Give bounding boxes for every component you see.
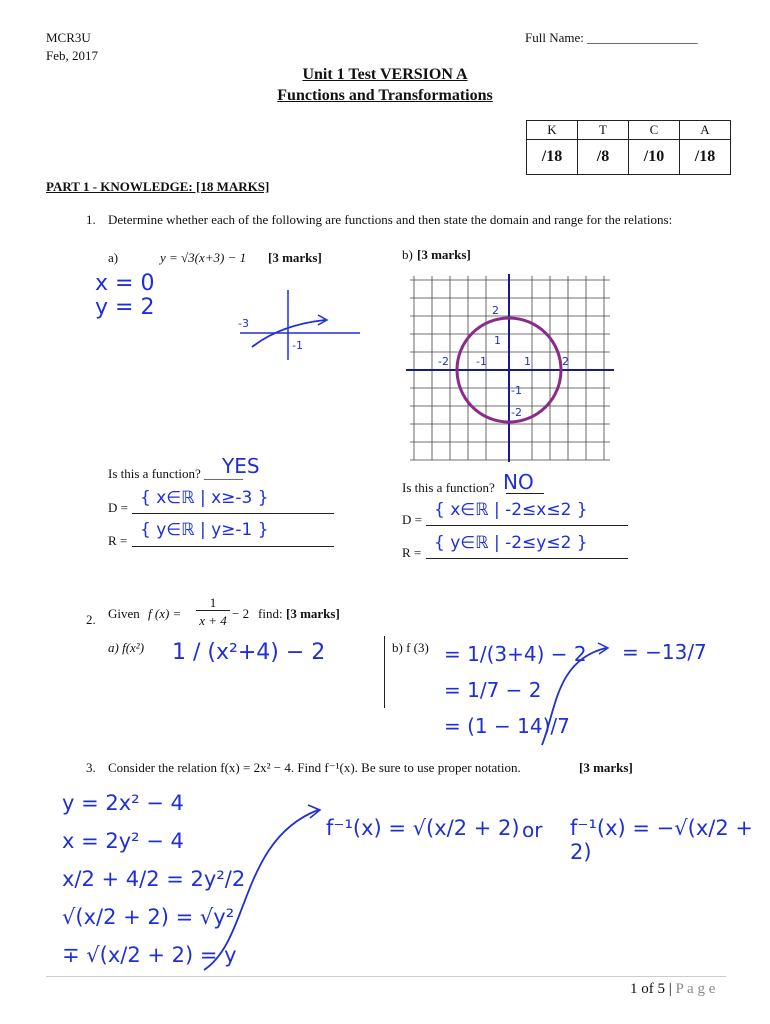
q1a-work-line: y = 2 bbox=[95, 295, 155, 320]
q2-given: Given bbox=[108, 606, 140, 621]
score-value-t: /8 bbox=[578, 140, 629, 175]
q3-or: or bbox=[522, 818, 543, 842]
q2-minus: − 2 bbox=[232, 606, 250, 621]
q3-work-line: y = 2x² − 4 bbox=[62, 791, 184, 815]
grid-label: -2 bbox=[511, 406, 522, 419]
q3-answer-2: f⁻¹(x) = −√(x/2 + 2) bbox=[570, 816, 753, 864]
q1a-label: a) bbox=[108, 250, 119, 265]
q2-divider bbox=[384, 636, 385, 708]
q3-work-line: ∓ √(x/2 + 2) = y bbox=[62, 943, 237, 967]
q1b-domain-label: D = bbox=[402, 512, 422, 527]
q2a-work: 1 / (x²+4) − 2 bbox=[172, 640, 326, 665]
q1b-answer: NO bbox=[503, 470, 534, 494]
score-header-k: K bbox=[527, 121, 578, 140]
grid-label: -2 bbox=[438, 355, 449, 368]
q3-arrow bbox=[200, 800, 330, 975]
page-word: P a g e bbox=[675, 981, 716, 997]
q1b-marks: [3 marks] bbox=[417, 247, 471, 262]
q1a-domain-label: D = bbox=[108, 500, 128, 515]
q1a-equation: y = √3(x+3) − 1 bbox=[160, 250, 247, 265]
grid-label: 1 bbox=[494, 334, 501, 347]
page-sep: | bbox=[668, 981, 672, 997]
q2b-work-line: = 1/(3+4) − 2 bbox=[444, 642, 587, 666]
q1a-domain: { x∈ℝ | x≥-3 } bbox=[140, 488, 269, 508]
q2-find: find: bbox=[258, 606, 283, 621]
q1b-grid-graph bbox=[404, 272, 616, 462]
q2a-label: a) f(x²) bbox=[108, 640, 145, 655]
score-table bbox=[526, 120, 731, 175]
q1-text: Determine whether each of the following are functions and then state the domain and range for the relations: bbox=[108, 212, 673, 227]
grid-label: -1 bbox=[511, 384, 522, 397]
q2-fx: f (x) = bbox=[148, 606, 182, 621]
part1-heading: PART 1 - KNOWLEDGE: [18 MARKS] bbox=[46, 179, 270, 194]
q1a-work bbox=[95, 272, 154, 320]
q3-work-line: x/2 + 4/2 = 2y²/2 bbox=[62, 867, 246, 891]
test-title: Unit 1 Test VERSION A bbox=[302, 66, 468, 83]
test-date: Feb, 2017 bbox=[46, 48, 98, 63]
q1a-range-label: R = bbox=[108, 533, 128, 548]
q3-text: Consider the relation f(x) = 2x² − 4. Find f⁻¹(x). Be sure to use proper notation. bbox=[108, 760, 521, 775]
q2b-work-line: = (1 − 14)/7 bbox=[444, 714, 570, 738]
score-header-c: C bbox=[629, 121, 680, 140]
q1a-is-function: Is this a function? ______ bbox=[108, 466, 244, 481]
q1b-range: { y∈ℝ | -2≤y≤2 } bbox=[434, 533, 588, 553]
grid-label: 2 bbox=[492, 304, 499, 317]
q3-marks: [3 marks] bbox=[579, 760, 633, 775]
q1-number: 1. bbox=[86, 212, 96, 227]
q2-denominator: x + 4 bbox=[199, 613, 227, 628]
q1b-domain: { x∈ℝ | -2≤x≤2 } bbox=[434, 500, 588, 520]
q2b-label: b) f (3) bbox=[392, 640, 429, 655]
q1a-answer: YES bbox=[222, 454, 260, 478]
score-header-a: A bbox=[680, 121, 731, 140]
q1a-range: { y∈ℝ | y≥-1 } bbox=[140, 520, 269, 540]
q3-number: 3. bbox=[86, 760, 96, 775]
score-value-a: /18 bbox=[680, 140, 731, 175]
graph-label: -3 bbox=[238, 317, 249, 330]
grid-label: 2 bbox=[562, 355, 569, 368]
q2b-work-line: = 1/7 − 2 bbox=[444, 678, 542, 702]
score-value-k: /18 bbox=[527, 140, 578, 175]
score-value-c: /10 bbox=[629, 140, 680, 175]
q3-work-line: x = 2y² − 4 bbox=[62, 829, 184, 853]
graph-label: -1 bbox=[292, 339, 303, 352]
q1b-range-label: R = bbox=[402, 545, 422, 560]
q2-numerator: 1 bbox=[196, 595, 230, 611]
q2b-arrow bbox=[536, 640, 616, 750]
q3-work-line: √(x/2 + 2) = √y² bbox=[62, 905, 235, 929]
grid-label: 1 bbox=[524, 355, 531, 368]
q3-answer-1: f⁻¹(x) = √(x/2 + 2) bbox=[326, 816, 520, 840]
q1b-is-function: Is this a function? bbox=[402, 480, 495, 495]
page-count: 1 of 5 bbox=[630, 981, 665, 997]
q1a-marks: [3 marks] bbox=[268, 250, 322, 265]
q2-marks: [3 marks] bbox=[286, 606, 340, 621]
q1b-label: b) bbox=[402, 247, 413, 262]
q1a-work-line: x = 0 bbox=[95, 271, 155, 296]
course-code: MCR3U bbox=[46, 30, 91, 45]
page-number bbox=[630, 981, 715, 998]
q2b-result: = −13/7 bbox=[622, 640, 707, 664]
score-header-t: T bbox=[578, 121, 629, 140]
full-name-field: Full Name: _________________ bbox=[525, 30, 698, 45]
test-subtitle: Functions and Transformations bbox=[277, 87, 493, 104]
footer-rule bbox=[46, 976, 726, 977]
grid-label: -1 bbox=[476, 355, 487, 368]
q1a-sketch-graph bbox=[230, 285, 370, 365]
q2-number: 2. bbox=[86, 612, 96, 627]
